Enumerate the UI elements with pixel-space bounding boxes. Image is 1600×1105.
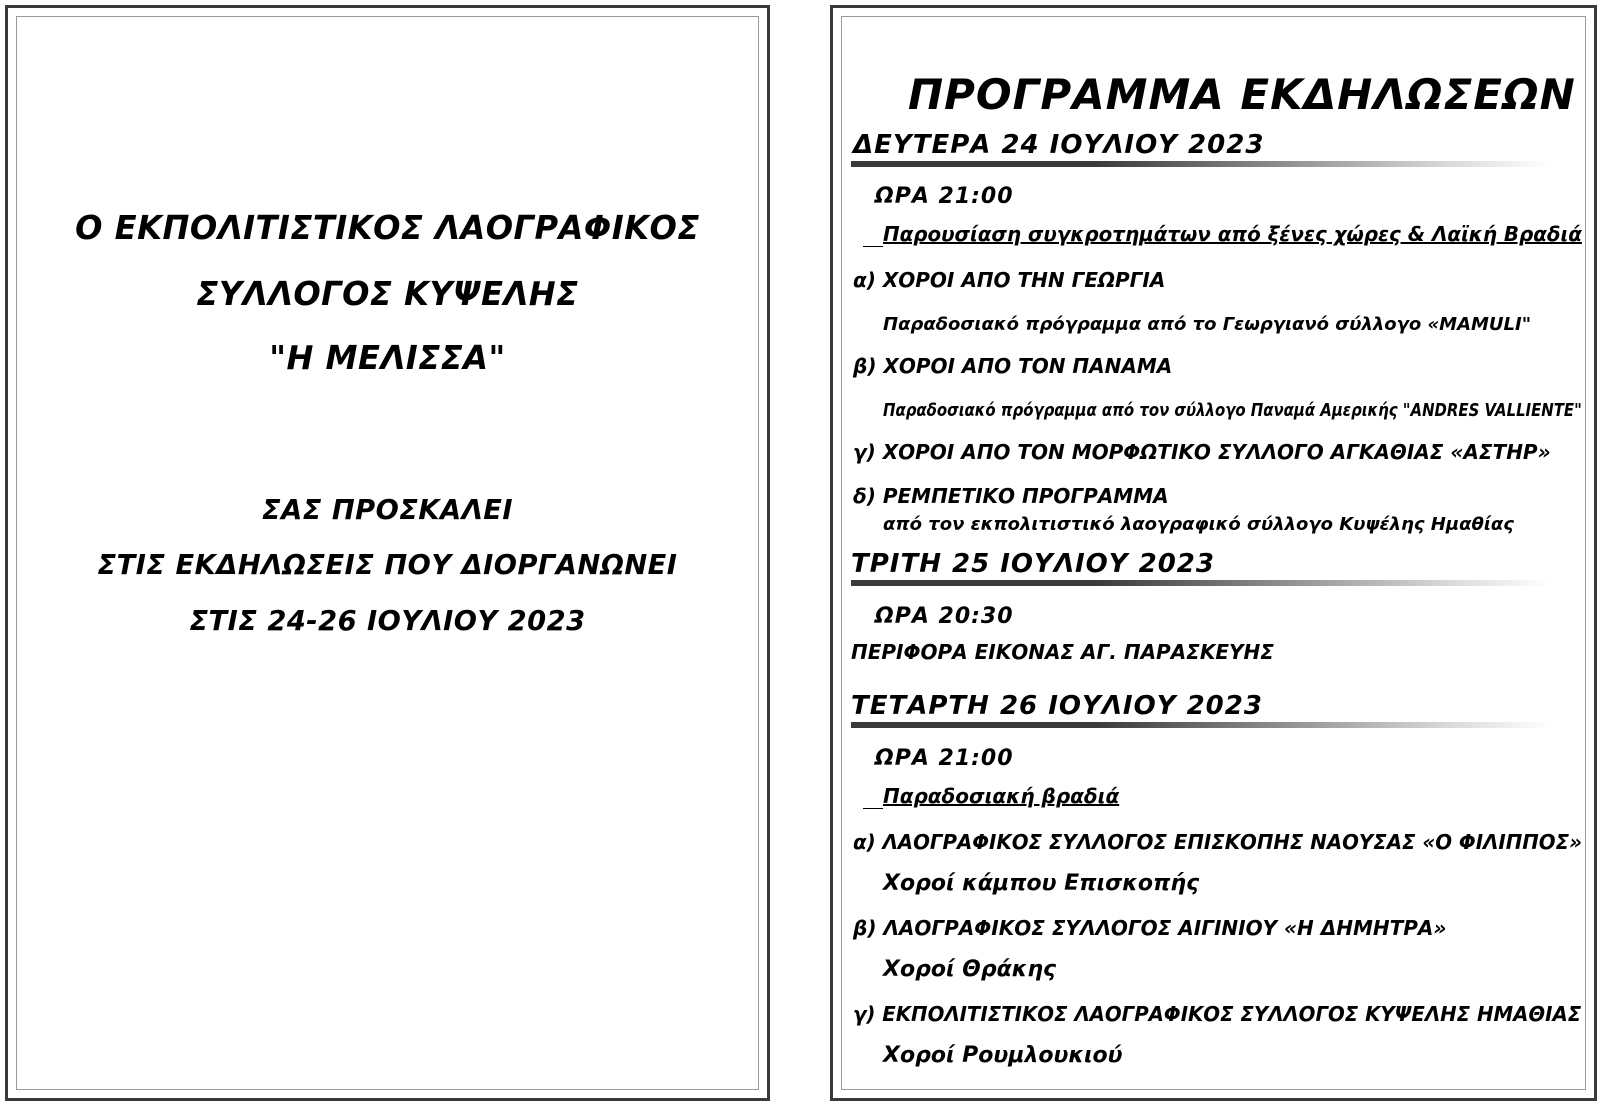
programme-panel bbox=[830, 5, 1597, 1101]
event-subtitle: Παρουσίαση συγκροτημάτων από ξένες χώρες & Λαϊκή Βραδιά bbox=[883, 222, 1582, 246]
association-name-line-2: ΣΥΛΛΟΓΟΣ ΚΥΨΕΛΗΣ bbox=[196, 274, 579, 313]
programme-item-desc: Παραδοσιακό πρόγραμμα από τον σύλλογο Παναμά Αμερικής "ANDRES VALLIENTE" bbox=[883, 400, 1582, 421]
day-rule bbox=[851, 580, 1551, 586]
programme-item: γ) ΧΟΡΟΙ ΑΠΟ ΤΟΝ ΜΟΡΦΩΤΙΚΟ ΣΥΛΛΟΓΟ ΑΓΚΑΘΙΑΣ «ΑΣΤΗΡ» bbox=[853, 440, 1551, 464]
programme-title: ΠΡΟΓΡΑΜΜΑ ΕΚΔΗΛΩΣΕΩΝ bbox=[908, 70, 1576, 119]
programme-item: α) ΛΑΟΓΡΑΦΙΚΟΣ ΣΥΛΛΟΓΟΣ ΕΠΙΣΚΟΠΗΣ ΝΑΟΥΣΑΣ «Ο ΦΙΛΙΠΠΟΣ» bbox=[853, 830, 1582, 854]
association-nickname: "Η ΜΕΛΙΣΣΑ" bbox=[269, 338, 506, 377]
invite-dates: ΣΤΙΣ 24-26 ΙΟΥΛΙΟΥ 2023 bbox=[189, 604, 586, 637]
event-subtitle: Παραδοσιακή βραδιά bbox=[883, 784, 1120, 808]
event-time: ΩΡΑ 20:30 bbox=[875, 604, 1014, 629]
programme-item-desc: Παραδοσιακό πρόγραμμα από το Γεωργιανό σύλλογο «MAMULI" bbox=[883, 314, 1532, 335]
day-heading: ΤΡΙΤΗ 25 ΙΟΥΛΙΟΥ 2023 bbox=[851, 549, 1215, 579]
programme-item-desc: Χοροί Θράκης bbox=[883, 957, 1057, 982]
invite-line-1: ΣΑΣ ΠΡΟΣΚΑΛΕΙ bbox=[262, 493, 513, 526]
subtitle-underline-lead bbox=[863, 246, 883, 247]
programme-item-desc: από τον εκπολιτιστικό λαογραφικό σύλλογο Κυψέλης Ημαθίας bbox=[883, 514, 1514, 535]
subtitle-underline-lead bbox=[863, 808, 883, 809]
association-name-line-1: Ο ΕΚΠΟΛΙΤΙΣΤΙΚΟΣ ΛΑΟΓΡΑΦΙΚΟΣ bbox=[75, 208, 700, 247]
event-time: ΩΡΑ 21:00 bbox=[875, 746, 1014, 771]
programme-item: β) ΧΟΡΟΙ ΑΠΟ ΤΟΝ ΠΑΝΑΜΑ bbox=[853, 354, 1173, 378]
day-rule bbox=[851, 722, 1551, 728]
programme-item-desc: Χοροί Ρουμλουκιού bbox=[883, 1043, 1123, 1068]
invitation-panel bbox=[5, 5, 770, 1101]
programme-item: α) ΧΟΡΟΙ ΑΠΟ ΤΗΝ ΓΕΩΡΓΙΑ bbox=[853, 268, 1166, 292]
event-time: ΩΡΑ 21:00 bbox=[875, 184, 1014, 209]
programme-item: β) ΛΑΟΓΡΑΦΙΚΟΣ ΣΥΛΛΟΓΟΣ ΑΙΓΙΝΙΟΥ «Η ΔΗΜΗΤΡΑ» bbox=[853, 916, 1447, 940]
day-heading: ΤΕΤΑΡΤΗ 26 ΙΟΥΛΙΟΥ 2023 bbox=[851, 691, 1263, 721]
programme-item: ΠΕΡΙΦΟΡΑ ΕΙΚΟΝΑΣ ΑΓ. ΠΑΡΑΣΚΕΥΗΣ bbox=[851, 640, 1274, 664]
day-heading: ΔΕΥΤΕΡΑ 24 ΙΟΥΛΙΟΥ 2023 bbox=[853, 130, 1265, 160]
programme-item: γ) ΕΚΠΟΛΙΤΙΣΤΙΚΟΣ ΛΑΟΓΡΑΦΙΚΟΣ ΣΥΛΛΟΓΟΣ ΚΥΨΕΛΗΣ ΗΜΑΘΙΑΣ bbox=[853, 1002, 1582, 1026]
programme-item-desc: Χοροί κάμπου Επισκοπής bbox=[883, 871, 1200, 896]
day-rule bbox=[851, 161, 1551, 167]
invite-line-2: ΣΤΙΣ ΕΚΔΗΛΩΣΕΙΣ ΠΟΥ ΔΙΟΡΓΑΝΩΝΕΙ bbox=[97, 548, 678, 581]
programme-item: δ) ΡΕΜΠΕΤΙΚΟ ΠΡΟΓΡΑΜΜΑ bbox=[853, 484, 1169, 508]
